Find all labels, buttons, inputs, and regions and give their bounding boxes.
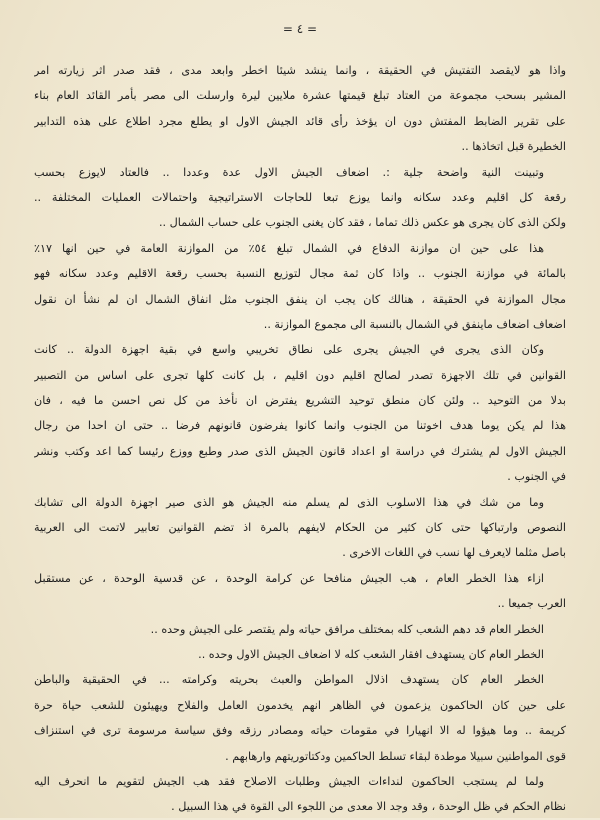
text-line: رقعة كل اقليم وعدد سكانه وانما يوزع تبعا للحاجات الاستراتيجية واحتمالات العمليات المختلفة ..	[34, 190, 566, 204]
text-line: كريمة .. وما هيؤوا له الا انهيارا في مقومات حياته ومصادر رزقه وفق سياسة مرسومة ترى في استنزاف	[34, 724, 566, 738]
text-line: بدلا من التوحيد .. ولئن كان منطق توحيد التشريع يفترض ان نأخذ من كل نص احسن ما فيه ، فان	[34, 394, 566, 408]
text-line: العرب جميعا ..	[497, 597, 566, 611]
text-line: الخطر العام قد دهم الشعب كله بمختلف مرافق حياته ولم يقتصر على الجيش وحده ..	[150, 622, 544, 636]
text-line: المشير بسحب مجموعة من العتاد تبلغ قيمتها عشرة ملايين ليرة وارسلت الى مصر بأمر القائد العام بناء	[34, 89, 566, 103]
text-line: مجال الموازنة في الحقيقة ، هنالك كان يجب ان ينفق الجنوب مثل انفاق الشمال ان لم نشأ ان نقول	[34, 292, 566, 306]
text-line: باصل مثلما لايعرف لها نسب في اللغات الاخرى .	[342, 546, 566, 560]
text-line: واذا هو لايقصد التفتيش في الحقيقة ، وانما ينشد شيئا اخطر وابعد مدى ، فقد صدر اثر زيارته امر	[34, 64, 566, 77]
text-line: الجيش الاول لم يشترك في دراسة او اعداد قانون الجيش الذى صدر وطبع ووزع رئيسا كما اعد وكتب ونشر	[34, 444, 566, 458]
text-line: على تقرير الضابط المفتش دون ان يؤخذ رأى قائد الجيش الاول او يطلع مجرد اطلاع على هذه التدابير	[34, 114, 566, 128]
text-line: النصوص وارتباكها حتى كان كثير من الحكام لايفهم بالمرة اذ تضم القوانين تعابير لاتمت الى العربية	[34, 521, 566, 535]
text-line: على حين كان الحاكمون يزعمون في الظاهر انهم يخدمون العامل والفلاح ويهيئون للشعب حياة حرة	[34, 698, 566, 712]
text-line: القوانين في تلك الاجهزة تصدر لصالح اقليم دون اقليم ، بل كانت كلها تجرى على اساس من التصبير	[34, 368, 566, 382]
text-line: في الجنوب .	[507, 470, 566, 484]
page-number: = ٤ =	[282, 22, 318, 36]
text-line: ازاء هذا الخطر العام ، هب الجيش منافحا عن كرامة الوحدة ، عن قدسية الوحدة ، عن مستقبل	[34, 571, 544, 585]
text-line: الخطر العام كان يستهدف اذلال المواطن والعبث بحريته وكرامته ... في الحقيقية والباطن	[34, 673, 544, 687]
text-line: قوى المواطنين سبيلا موطدة لبقاء تسلط الحاكمين ودكتاتوريتهم وارهابهم .	[225, 749, 566, 763]
text-line: اضعاف اضعاف ماينفق في الشمال بالنسبة الى مجموع الموازنة ..	[263, 317, 566, 331]
text-line: هذا على حين ان موازنة الدفاع في الشمال تبلغ ٥٤٪ من الموازنة العامة في حين انها ١٧٪	[34, 241, 544, 255]
text-line: ولكن الذى كان يجرى هو عكس ذلك تماما ، فقد كان يغنى الجنوب على حساب الشمال ..	[158, 216, 566, 230]
text-line: بالمائة في موازنة الجنوب .. واذا كان ثمة مجال لتوزيع النسبة بحسب رقعة الاقليم وعدد سكانه فهو	[34, 267, 566, 281]
text-line: نظام الحكم في ظل الوحدة ، وقد وجد الا معدى من اللجوء الى القوة في هذا السبيل .	[171, 800, 566, 814]
document-body	[34, 58, 566, 820]
text-line: ولما لم يستجب الحاكمون لنداءات الجيش وطلبات الاصلاح فقد هب الجيش لتقويم ما انحرف اليه	[34, 774, 544, 788]
text-line: الخطيرة قبل اتخاذها ..	[461, 140, 566, 154]
text-line: وتبينت النية واضحة جلية :. اضعاف الجيش الاول عدة وعددا .. فالعتاد لايوزع بحسب	[34, 165, 544, 179]
text-line: وكان الذى يجرى في الجيش يجرى على نطاق تخريبي واسع في بقية اجهزة الدولة .. كانت	[34, 343, 544, 357]
text-line: الخطر العام كان يستهدف افقار الشعب كله لا اضعاف الجيش الاول وحده ..	[198, 647, 544, 661]
text-line: هذا لم يكن يوما هدف اخوتنا من الجنوب وانما كانوا يفرضون قانونهم فرضا .. حتى ان احدا من رجال	[34, 419, 566, 433]
text-line: وما من شك في هذا الاسلوب الذى لم يسلم منه الجيش هو الذى صير اجهزة الدولة الى تشابك	[34, 495, 544, 509]
